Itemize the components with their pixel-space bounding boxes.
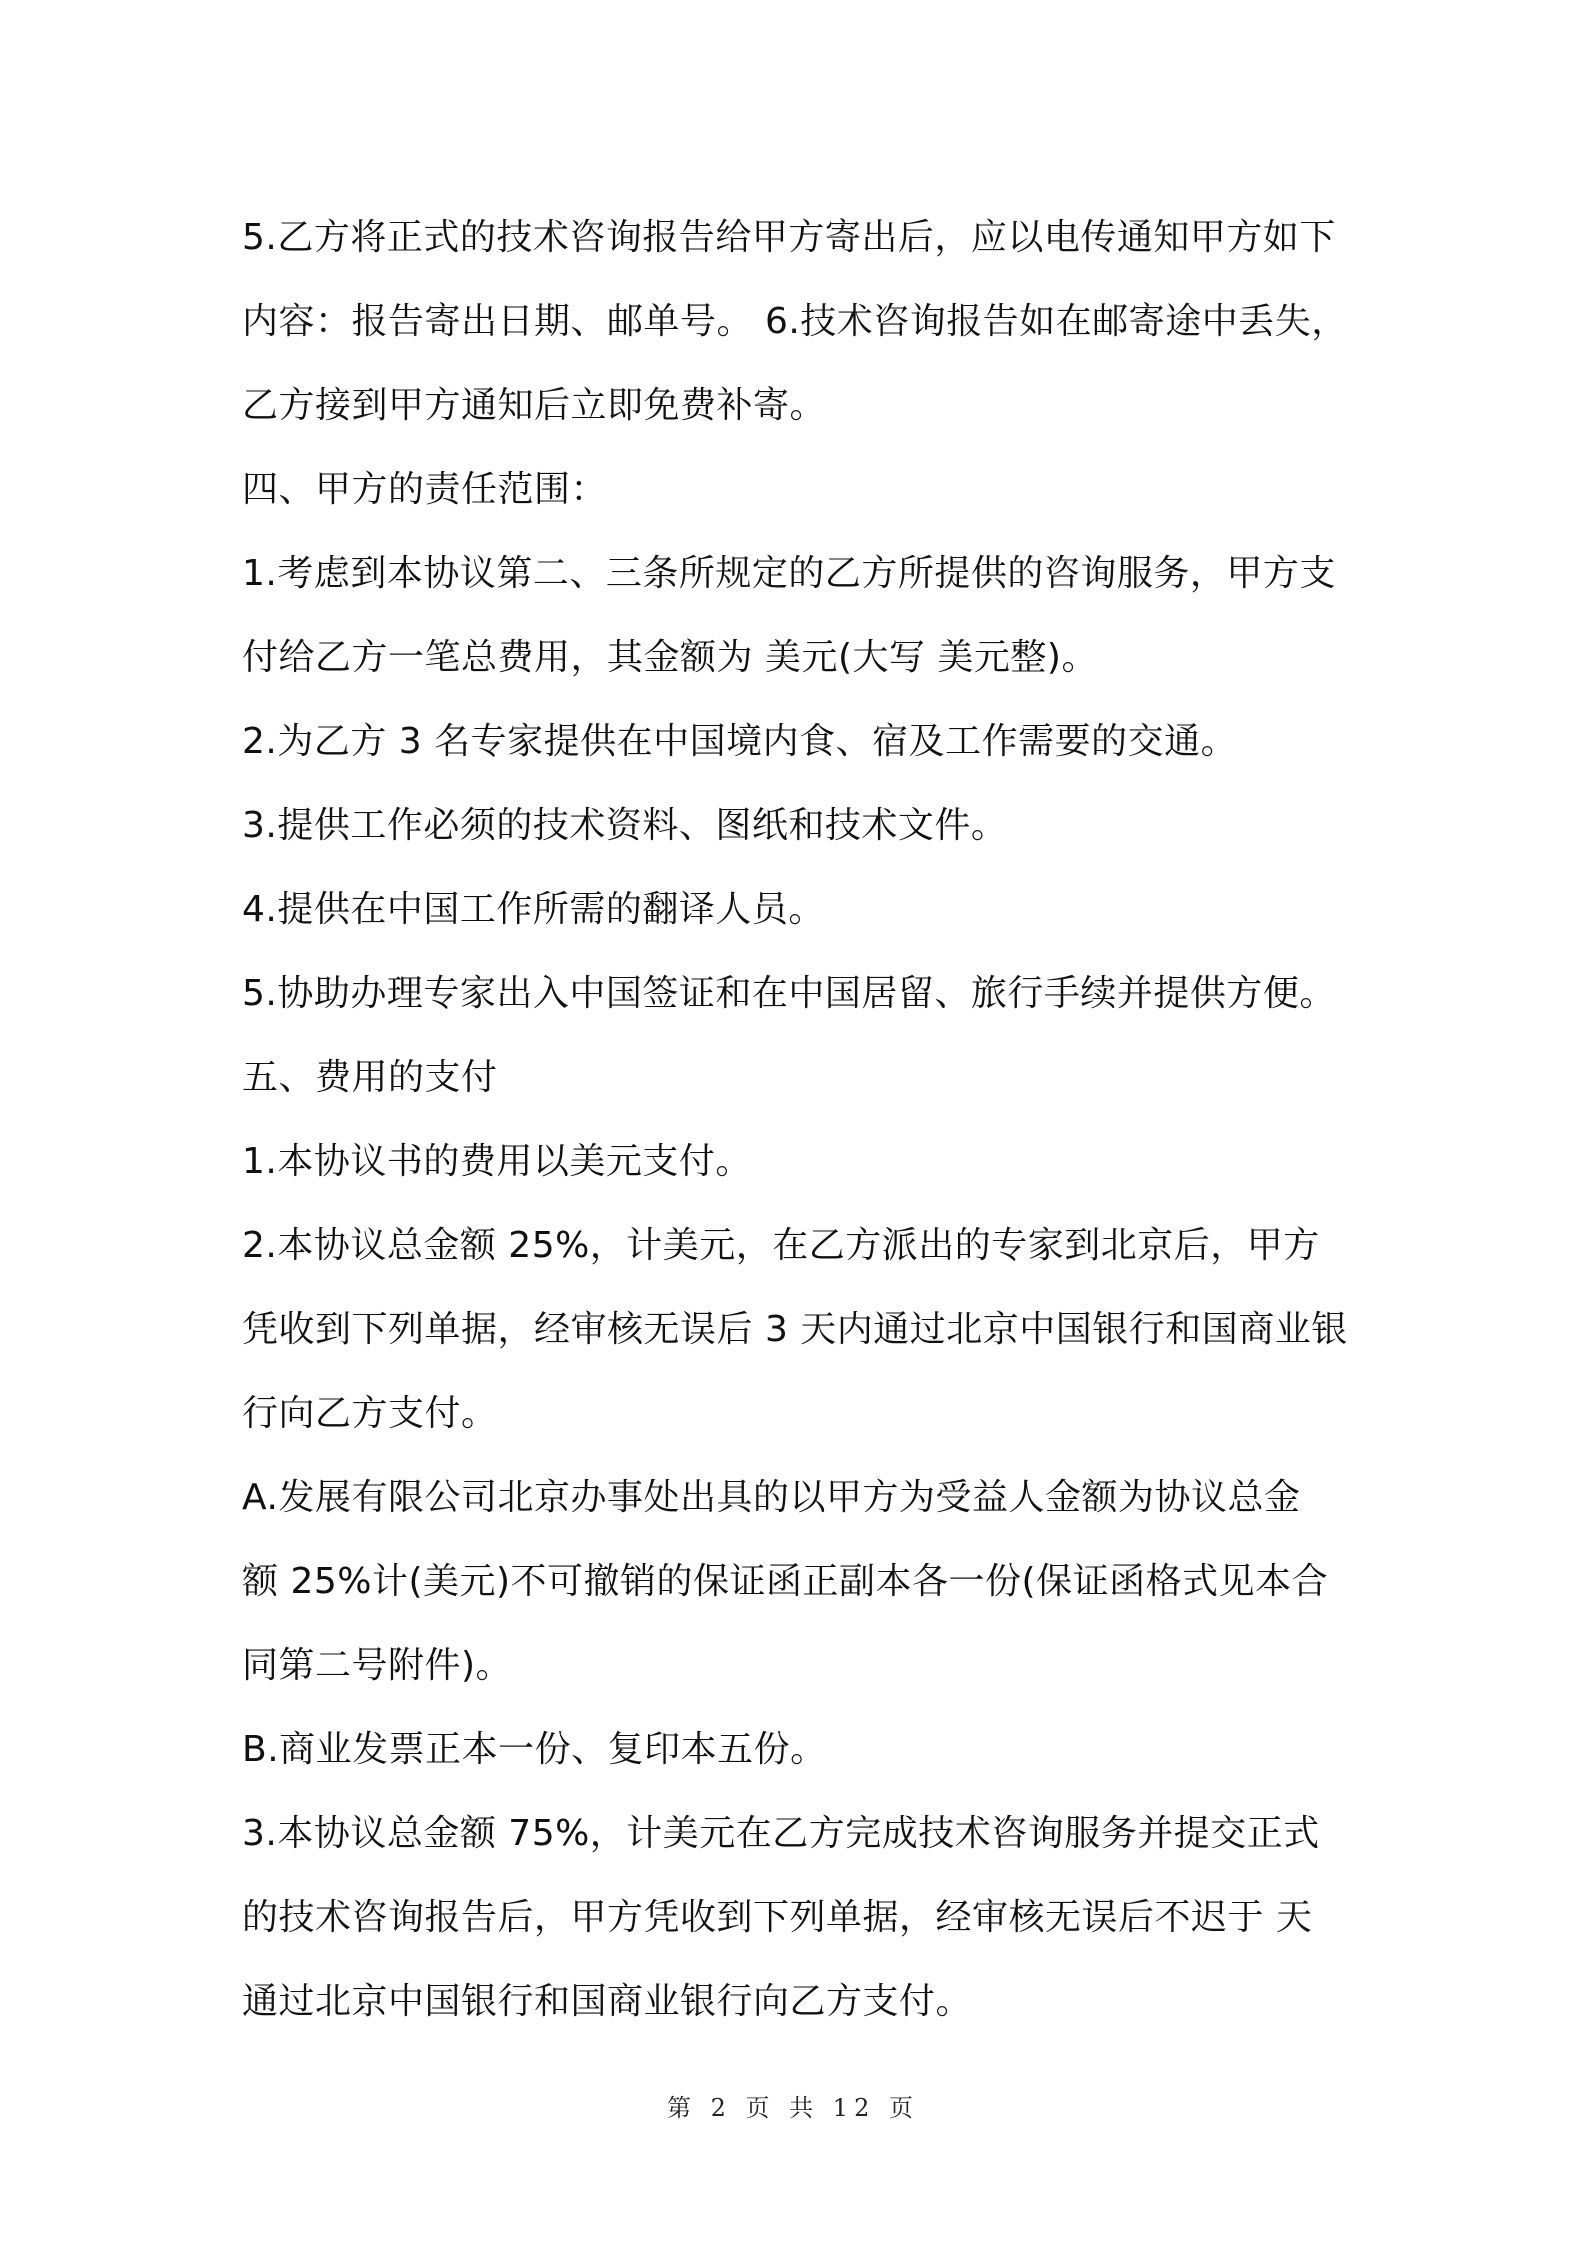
text-line: A.发展有限公司北京办事处出具的以甲方为受益人金额为协议总金 xyxy=(242,1477,1301,1518)
document-body xyxy=(242,196,1362,2044)
text-line: 3.提供工作必须的技术资料、图纸和技术文件。 xyxy=(242,805,1008,846)
text-line: 行向乙方支付。 xyxy=(242,1393,498,1434)
text-line: 内容：报告寄出日期、邮单号。 6.技术咨询报告如在邮寄途中丢失， xyxy=(242,301,1348,342)
text-line: 2.本协议总金额 25%，计美元，在乙方派出的专家到北京后，甲方 xyxy=(242,1225,1320,1266)
text-line: 乙方接到甲方通知后立即免费补寄。 xyxy=(242,385,827,426)
text-line: 1.考虑到本协议第二、三条所规定的乙方所提供的咨询服务，甲方支 xyxy=(242,553,1336,594)
text-line: 同第二号附件)。 xyxy=(242,1645,513,1686)
text-line: 2.为乙方 3 名专家提供在中国境内食、宿及工作需要的交通。 xyxy=(242,721,1238,762)
text-line: 4.提供在中国工作所需的翻译人员。 xyxy=(242,889,825,930)
text-line: 3.本协议总金额 75%，计美元在乙方完成技术咨询服务并提交正式 xyxy=(242,1813,1320,1854)
section-heading: 五、费用的支付 xyxy=(242,1057,498,1098)
text-line: 通过北京中国银行和国商业银行向乙方支付。 xyxy=(242,1981,973,2022)
text-line: 额 25%计(美元)不可撤销的保证函正副本各一份(保证函格式见本合 xyxy=(242,1561,1329,1602)
section-heading: 四、甲方的责任范围： xyxy=(242,469,608,510)
text-line: B.商业发票正本一份、复印本五份。 xyxy=(242,1729,827,1770)
text-line: 的技术咨询报告后，甲方凭收到下列单据，经审核无误后不迟于 天 xyxy=(242,1897,1313,1938)
page-number: 第 2 页 共 12 页 xyxy=(667,2094,919,2122)
text-line: 5.协助办理专家出入中国签证和在中国居留、旅行手续并提供方便。 xyxy=(242,973,1336,1014)
text-line: 1.本协议书的费用以美元支付。 xyxy=(242,1141,752,1182)
text-line: 5.乙方将正式的技术咨询报告给甲方寄出后，应以电传通知甲方如下 xyxy=(242,217,1336,258)
text-line: 付给乙方一笔总费用，其金额为 美元(大写 美元整)。 xyxy=(242,637,1098,678)
text-line: 凭收到下列单据，经审核无误后 3 天内通过北京中国银行和国商业银 xyxy=(242,1309,1348,1350)
